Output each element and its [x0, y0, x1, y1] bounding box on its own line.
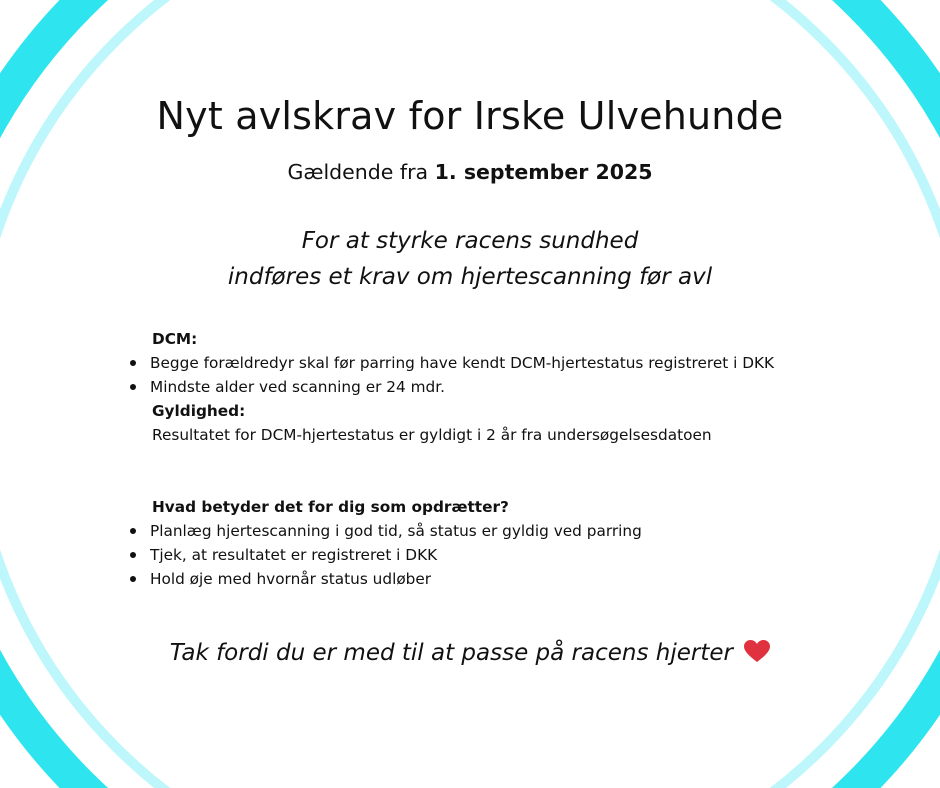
effective-date-prefix: Gældende fra — [287, 160, 435, 184]
validity-text: Resultatet for DCM-hjertestatus er gyldigt i 2 år fra undersøgelsesdatoen — [152, 426, 712, 444]
list-item-text: Hold øje med hvornår status udløber — [150, 570, 432, 588]
dcm-heading: DCM: — [152, 330, 198, 348]
list-item — [130, 519, 642, 543]
list-item — [130, 543, 642, 567]
breeder-list — [130, 519, 642, 591]
list-item-text: Mindste alder ved scanning er 24 mdr. — [150, 378, 445, 396]
list-item — [130, 375, 774, 399]
closing-text: Tak fordi du er med til at passe på racens hjerter — [169, 640, 733, 666]
effective-date: 1. september 2025 — [434, 160, 653, 184]
heart-icon — [744, 640, 770, 663]
bullet-icon — [130, 576, 136, 582]
dcm-list — [130, 351, 774, 399]
bullet-icon — [130, 360, 136, 366]
bullet-icon — [130, 528, 136, 534]
list-item-text: Begge forældredyr skal før parring have kendt DCM-hjertestatus registreret i DKK — [150, 354, 775, 372]
closing-line — [0, 640, 940, 666]
bullet-icon — [130, 384, 136, 390]
list-item — [130, 567, 642, 591]
validity-heading: Gyldighed: — [152, 402, 246, 420]
effective-date-line — [0, 160, 940, 184]
intro-line-2: indføres et krav om hjertescanning før avl — [227, 264, 713, 290]
list-item-text: Planlæg hjertescanning i god tid, så status er gyldig ved parring — [150, 522, 642, 540]
intro-line-1: For at styrke racens sundhed — [301, 228, 639, 254]
list-item-text: Tjek, at resultatet er registreret i DKK — [150, 546, 438, 564]
list-item — [130, 351, 774, 375]
page-title: Nyt avlskrav for Irske Ulvehunde — [156, 94, 784, 138]
breeder-heading: Hvad betyder det for dig som opdrætter? — [152, 498, 509, 516]
bullet-icon — [130, 552, 136, 558]
